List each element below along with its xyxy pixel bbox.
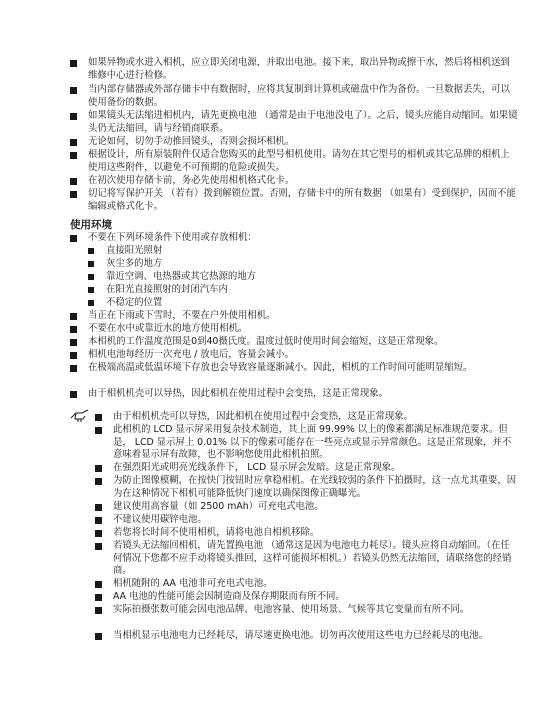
list-item-text: 不稳定的位置 bbox=[106, 297, 163, 308]
bullet-marker bbox=[95, 530, 102, 537]
list-item-text: 相机电池每经历一次充电 / 放电后，容量会减小。 bbox=[88, 349, 294, 360]
list-item-text: 在初次使用存储卡前，务必先使用相机格式化卡。 bbox=[88, 175, 295, 186]
bullet-marker bbox=[70, 339, 77, 346]
list-item bbox=[70, 110, 518, 135]
list-item-text: 如果镜头无法缩进相机内，请先更换电池 （通常是由于电池没电了）。之后，镜头应能自动缩回。如果镜头仍无法缩回，请与经销商联系。 bbox=[88, 110, 518, 134]
list-item-text: 不建议使用碳锌电池。 bbox=[113, 514, 207, 525]
list-item-text: 在极端高温或低温环境下存放也会导致容量逐渐减小。因此，相机的工作时间可能明显缩短。 bbox=[88, 362, 473, 373]
bullet-marker bbox=[95, 427, 102, 434]
list-item bbox=[70, 388, 518, 401]
bullet-marker bbox=[88, 261, 94, 267]
list-item bbox=[70, 232, 518, 245]
list-item-text: 靠近空调、电热器或其它热源的地方 bbox=[106, 271, 257, 282]
note-item bbox=[95, 578, 518, 591]
bullet-marker bbox=[88, 274, 94, 280]
list-item bbox=[70, 323, 518, 336]
list-item-text: 为防止图像模糊，在按快门按钮时应拿稳相机。在光线较弱的条件下拍摄时，这一点尤其重要，因为在这种情况下相机可能降低快门速度以确保图像正确曝光。 bbox=[113, 475, 517, 499]
note-item bbox=[95, 591, 518, 604]
list-item-text: 根据设计，所有原装附件仅适合您购买的此型号相机使用。请勿在其它型号的相机或其它品牌的相机上使用这些附件，以避免不可预期的危险或损失。 bbox=[88, 149, 510, 173]
sub-list-item bbox=[88, 297, 516, 310]
note-item bbox=[95, 411, 518, 424]
list-item-text: 由于相机机壳可以导热，因此相机在使用过程中会变热，这是正常现象。 bbox=[88, 388, 389, 399]
list-item-text: 由于相机机壳可以导热，因此相机在使用过程中会变热，这是正常现象。 bbox=[113, 411, 414, 422]
bullet-marker bbox=[70, 352, 77, 359]
bullet-marker bbox=[70, 139, 77, 146]
list-item-text: 相机随附的 AA 电池非可充电式电池。 bbox=[113, 578, 273, 589]
list-item-text: 不要在水中或靠近水的地方使用相机。 bbox=[88, 323, 248, 334]
note-item bbox=[95, 424, 518, 462]
list-item-text: 若镜头无法缩回相机，请先置换电池 （通常这是因为电池电力耗尽）。镜头应将自动缩回。（在任何情况下您都不应手动将镜头推回，这样可能损坏相机。）若镜头仍然无法缩回，请联络您的经销商。 bbox=[113, 540, 512, 577]
list-item bbox=[70, 362, 518, 375]
sub-list-item bbox=[88, 271, 516, 284]
note-item bbox=[95, 514, 518, 527]
note-item bbox=[95, 540, 518, 578]
list-item bbox=[70, 175, 518, 188]
list-item bbox=[70, 84, 518, 109]
list-item-text: 当内部存储器或外部存储卡中有数据时，应将其复制到计算机或磁盘中作为备份。一旦数据丢失，可以使用备份的数据。 bbox=[88, 84, 510, 108]
bullet-marker bbox=[88, 287, 94, 293]
note-item bbox=[95, 475, 518, 500]
list-item-text: 若您将长时间不使用相机，请将电池自相机移除。 bbox=[113, 527, 320, 538]
list-item-text: 在阳光直接照射的封闭汽车内 bbox=[106, 284, 228, 295]
list-item-text: 在强烈阳光或明亮光线条件下， LCD 显示屏会发暗。这是正常现象。 bbox=[113, 462, 401, 473]
sub-list-item bbox=[88, 258, 516, 271]
list-item-text: 直接阳光照射 bbox=[106, 245, 163, 256]
bullet-marker bbox=[95, 607, 102, 614]
bullet-marker bbox=[70, 152, 77, 159]
bullet-marker bbox=[95, 543, 102, 550]
list-item-text: 当相机显示电池电力已经耗尽，请尽速更换电池。切勿再次使用这些电力已经耗尽的电池。 bbox=[113, 630, 489, 641]
note-item bbox=[95, 501, 518, 514]
note-item bbox=[95, 604, 518, 617]
bullet-marker bbox=[70, 113, 77, 120]
note-item bbox=[95, 462, 518, 475]
list-item bbox=[70, 310, 518, 323]
bullet-marker bbox=[70, 60, 77, 67]
bullet-marker bbox=[95, 517, 102, 524]
list-item-text: 不要在下列环境条件下使用或存放相机： bbox=[88, 232, 257, 243]
bullet-marker bbox=[70, 87, 77, 94]
bullet-marker bbox=[70, 191, 77, 198]
list-item-text: 当正在下雨或下雪时，不要在户外使用相机。 bbox=[88, 310, 276, 321]
bullet-marker bbox=[95, 414, 102, 421]
list-item bbox=[70, 336, 518, 349]
note-item bbox=[95, 630, 518, 643]
note-item bbox=[95, 527, 518, 540]
list-item-text: 建议使用高容量（如 2500 mAh）可充电式电池。 bbox=[113, 501, 324, 512]
bullet-marker bbox=[70, 313, 77, 320]
bullet-marker bbox=[95, 478, 102, 485]
bullet-marker bbox=[95, 465, 102, 472]
list-item-text: AA 电池的性能可能会因制造商及保存期限而有所不同。 bbox=[113, 591, 345, 602]
list-item-text: 本相机的工作温度范围是0到40摄氏度。温度过低时使用时间会缩短，这是正常现象。 bbox=[88, 336, 444, 347]
bullet-marker bbox=[70, 365, 77, 372]
section-heading: 使用环境 bbox=[70, 219, 112, 231]
bullet-marker bbox=[70, 326, 77, 333]
bullet-marker bbox=[88, 300, 94, 306]
sub-list-item bbox=[88, 284, 516, 297]
list-item-text: 实际拍摄张数可能会因电池品牌、电池容量、使用场景、气候等其它变量而有所不同。 bbox=[113, 604, 470, 615]
sub-list-item bbox=[88, 245, 516, 258]
bullet-marker bbox=[70, 235, 77, 242]
list-item bbox=[70, 188, 518, 213]
list-item-text: 灰尘多的地方 bbox=[106, 258, 163, 269]
bullet-marker bbox=[95, 633, 102, 640]
list-item-text: 切记将写保护开关 （若有）拨到解锁位置。否则，存储卡中的所有数据 （如果有）受到保护，因而不能编辑或格式化卡。 bbox=[88, 188, 516, 212]
bullet-marker bbox=[70, 391, 77, 398]
list-item bbox=[70, 149, 518, 174]
list-item-text: 无论如何，切勿手动推回镜头，否则会损坏相机。 bbox=[88, 136, 295, 147]
bullet-marker bbox=[88, 248, 94, 254]
note-hand-icon bbox=[70, 409, 90, 423]
bullet-marker bbox=[95, 581, 102, 588]
list-item bbox=[70, 136, 518, 149]
bullet-marker bbox=[95, 504, 102, 511]
list-item bbox=[70, 57, 518, 82]
list-item bbox=[70, 349, 518, 362]
bullet-marker bbox=[95, 594, 102, 601]
list-item-text: 此相机的 LCD 显示屏采用复杂技术制造，其上面 99.99% 以上的像素都满足标准规范要求。但是， LCD 显示屏上 0.01% 以下的像素可能存在一些亮点或显示异常颜色。这是正常现象，并不意味着显示屏有故障，也不影响您使用此相机拍照。 bbox=[113, 424, 512, 461]
list-item-text: 如果异物或水进入相机，应立即关闭电源，并取出电池。接下来，取出异物或擦干水，然后将相机送到维修中心进行检修。 bbox=[88, 57, 510, 81]
bullet-marker bbox=[70, 178, 77, 185]
